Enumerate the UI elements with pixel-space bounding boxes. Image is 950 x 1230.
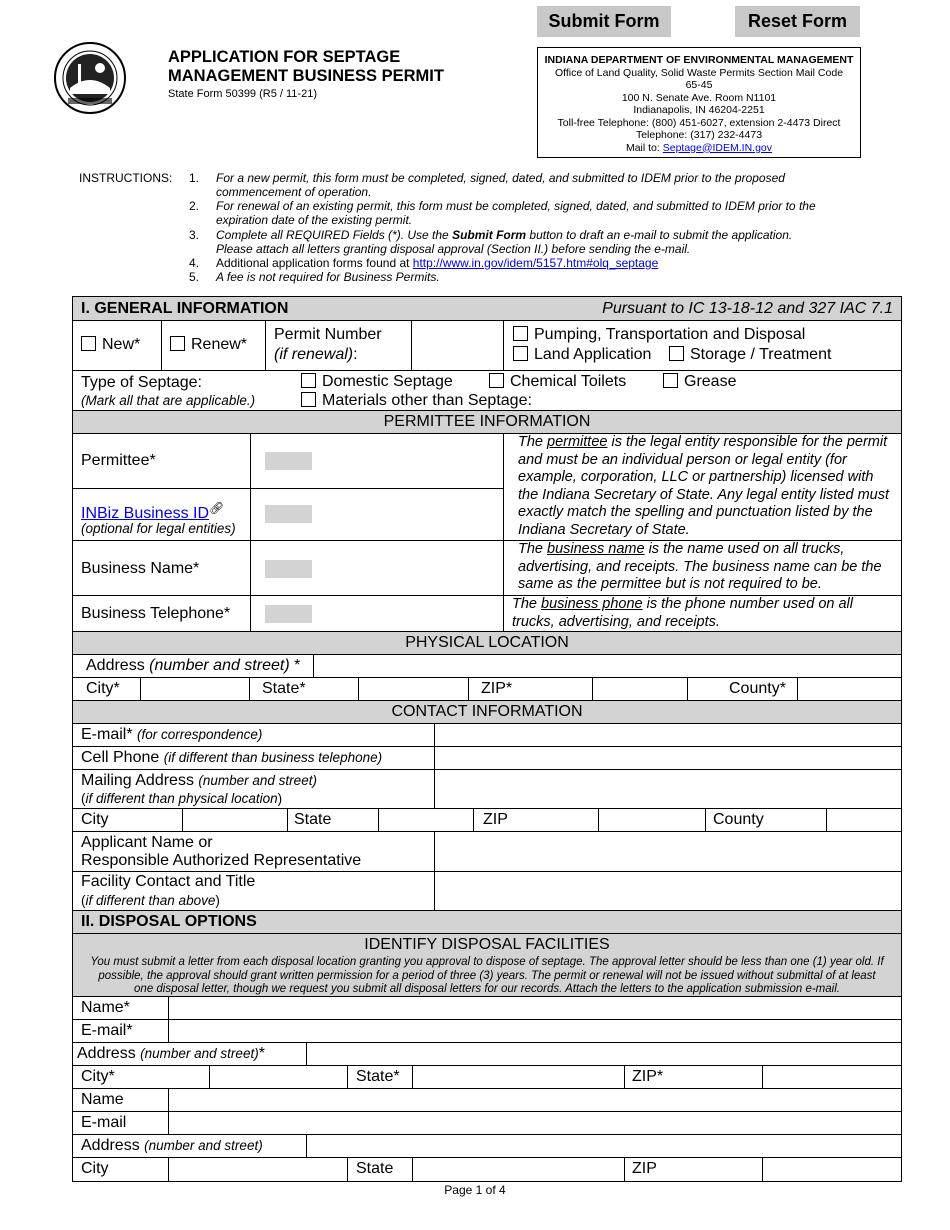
facility2-email-row: E-mail [73, 1112, 901, 1135]
applicant-input[interactable] [434, 832, 901, 871]
facility2-city-input[interactable] [168, 1158, 347, 1181]
business-name-input[interactable] [250, 541, 503, 595]
physical-address-input[interactable] [313, 655, 901, 677]
grease-option[interactable]: Grease [663, 373, 736, 391]
contact-email-input[interactable] [434, 724, 901, 746]
section-2-header: II. DISPOSAL OPTIONS [73, 911, 901, 934]
physical-city-row: City* State* ZIP* County* [73, 678, 901, 701]
land-application-checkbox[interactable] [513, 346, 528, 361]
disposal-facilities-heading: IDENTIFY DISPOSAL FACILITIES You must submit a letter from each disposal location granting you approval to dispose of septage. The approval letter should be less than one (1) year old. If possible, the approval should grant written permission for a period of three (3) years. The permit or renewal will not be issued without submittal of at least one disposal letter, though we request you submit all disposal letters for our records. Attach the letters to the application submission e-mail. [73, 934, 901, 997]
business-phone-row: Business Telephone* The business phone is the phone number used on all trucks, advertising, and receipts. [73, 596, 901, 632]
physical-address-row: Address (number and street) * [73, 655, 901, 678]
inbiz-link[interactable]: INBiz Business ID [81, 505, 210, 522]
permit-type-row: New* Renew* Permit Number (if renewal): Pumping, Transportation and Disposal Land Application Storage / Treatment [73, 321, 901, 371]
forms-link[interactable]: http://www.in.gov/idem/5157.htm#olq_septage [412, 256, 659, 270]
storage-option[interactable]: Storage / Treatment [669, 346, 831, 364]
business-name-row: Business Name* The business name is the name used on all trucks, advertising, and receipts. The business name can be the same as the permittee but is not required to be. [73, 541, 901, 596]
reset-form-button[interactable]: Reset Form [735, 6, 860, 37]
disposal-letter-note: You must submit a letter from each disposal location granting you approval to dispose of septage. The approval letter should be less than one (1) year old. If possible, the approval should grant written permission for a period of three (3) years. The permit or renewal will not be issued without submittal of at least one disposal letter, though we request you submit all disposal letters for our records. Attach the letters to the application submission e-mail. [90, 956, 884, 995]
land-application-option[interactable]: Land Application [513, 346, 651, 364]
septage-type-row: Type of Septage: (Mark all that are applicable.) Domestic Septage Chemical Toilets Grease Materials other than Septage: [73, 371, 901, 411]
pumping-option[interactable]: Pumping, Transportation and Disposal [513, 326, 805, 344]
facility-contact-input[interactable] [434, 872, 901, 910]
renew-checkbox[interactable] [170, 336, 185, 351]
facility1-address-row: Address (number and street)* [73, 1043, 901, 1066]
physical-location-heading: PHYSICAL LOCATION [73, 632, 901, 655]
mailing-zip-input[interactable] [598, 809, 705, 831]
permit-number-input[interactable] [411, 321, 503, 370]
facility1-address-input[interactable] [306, 1043, 901, 1065]
materials-option[interactable]: Materials other than Septage: [301, 392, 532, 410]
link-icon: 🔗︎ [209, 501, 225, 515]
page-number: Page 1 of 4 [444, 1183, 506, 1197]
facility1-name-row: Name* [73, 997, 901, 1020]
facility2-zip-input[interactable] [762, 1158, 901, 1181]
facility2-email-input[interactable] [168, 1112, 901, 1134]
cell-phone-input[interactable] [434, 747, 901, 769]
storage-checkbox[interactable] [669, 346, 684, 361]
permittee-heading: PERMITTEE INFORMATION [73, 411, 901, 434]
facility1-email-input[interactable] [168, 1020, 901, 1042]
facility-contact-row: Facility Contact and Title (if different than above) [73, 872, 901, 911]
business-phone-input[interactable] [250, 596, 503, 631]
materials-checkbox[interactable] [301, 392, 316, 407]
section-1-header: I. GENERAL INFORMATION Pursuant to IC 13-18-12 and 327 IAC 7.1 [73, 297, 901, 321]
domestic-checkbox[interactable] [301, 373, 316, 388]
business-phone-description: The business phone is the phone number used on all trucks, advertising, and receipts. [512, 596, 853, 630]
mailing-city-input[interactable] [182, 809, 287, 831]
applicant-row: Applicant Name or Responsible Authorized Representative [73, 832, 901, 872]
inbiz-input[interactable] [250, 489, 503, 541]
renew-option[interactable]: Renew* [170, 336, 247, 354]
mailing-address-input[interactable] [434, 770, 901, 808]
physical-city-input[interactable] [140, 678, 249, 700]
contact-email-row: E-mail* (for correspondence) [73, 724, 901, 747]
agency-email-link[interactable]: Septage@IDEM.IN.gov [662, 141, 773, 154]
facility2-name-row: Name [73, 1089, 901, 1112]
facility1-name-input[interactable] [168, 997, 901, 1019]
physical-zip-input[interactable] [592, 678, 687, 700]
mailing-county-input[interactable] [826, 809, 901, 831]
physical-state-input[interactable] [358, 678, 468, 700]
facility2-name-input[interactable] [168, 1089, 901, 1111]
chemical-option[interactable]: Chemical Toilets [489, 373, 626, 391]
form-title: APPLICATION FOR SEPTAGE MANAGEMENT BUSINESS PERMIT [168, 48, 444, 85]
facility1-city-input[interactable] [209, 1066, 347, 1088]
permittee-description: The permittee is the legal entity responsible for the permit and must be an individual person or legal entity (for example, corporation, LLC or partnership) licensed with the Indiana Secretary of State. Any legal entity listed must exactly match the spelling and punctuation listed by the Indiana Secretary of State. [518, 434, 890, 538]
agency-address-box: INDIANA DEPARTMENT OF ENVIRONMENTAL MANAGEMENT Office of Land Quality, Solid Waste Permits Section Mail Code 65-45 100 N. Senate Ave. Room N1101 Indianapolis, IN 46204-2251 Toll-free Telephone: (800) 451-6027, extension 2-4473 Direct Telephone: (317) 232-4473 Mail to: Septage@IDEM.IN.gov [537, 47, 861, 158]
new-option[interactable]: New* [81, 336, 140, 354]
application-form [72, 296, 902, 1182]
physical-county-input[interactable] [797, 678, 901, 700]
facility1-city-row: City* State* ZIP* [73, 1066, 901, 1089]
cell-phone-row: Cell Phone (if different than business telephone) [73, 747, 901, 770]
facility2-address-input[interactable] [306, 1135, 901, 1157]
mailing-address-row: Mailing Address (number and street) (if different than physical location) [73, 770, 901, 809]
state-form-number: State Form 50399 (R5 / 11-21) [168, 88, 317, 100]
facility2-state-input[interactable] [412, 1158, 624, 1181]
facility2-address-row: Address (number and street) [73, 1135, 901, 1158]
domestic-option[interactable]: Domestic Septage [301, 373, 453, 391]
chemical-checkbox[interactable] [489, 373, 504, 388]
facility1-email-row: E-mail* [73, 1020, 901, 1043]
new-checkbox[interactable] [81, 336, 96, 351]
pumping-checkbox[interactable] [513, 326, 528, 341]
contact-heading: CONTACT INFORMATION [73, 701, 901, 724]
facility1-zip-input[interactable] [762, 1066, 901, 1088]
submit-form-button[interactable]: Submit Form [537, 6, 671, 37]
permittee-block: Permittee* INBiz Business ID🔗︎ (optional for legal entities) The permittee is the legal entity responsible for the permit and must be an individual person or legal entity (for example, corporation, LLC or partnership) licensed with the Indiana Secretary of State. Any legal entity listed must exactly match the spelling and punctuation listed by the Indiana Secretary of State. [73, 434, 901, 541]
mailing-state-input[interactable] [378, 809, 473, 831]
grease-checkbox[interactable] [663, 373, 678, 388]
facility2-city-row: City State ZIP [73, 1158, 901, 1181]
permittee-input[interactable] [250, 434, 503, 488]
business-name-description: The business name is the name used on all trucks, advertising, and receipts. The business name can be the same as the permittee but is not required to be. [518, 541, 882, 592]
indiana-state-seal-icon [54, 42, 126, 114]
mailing-city-row: City State ZIP County [73, 809, 901, 832]
facility1-state-input[interactable] [412, 1066, 624, 1088]
